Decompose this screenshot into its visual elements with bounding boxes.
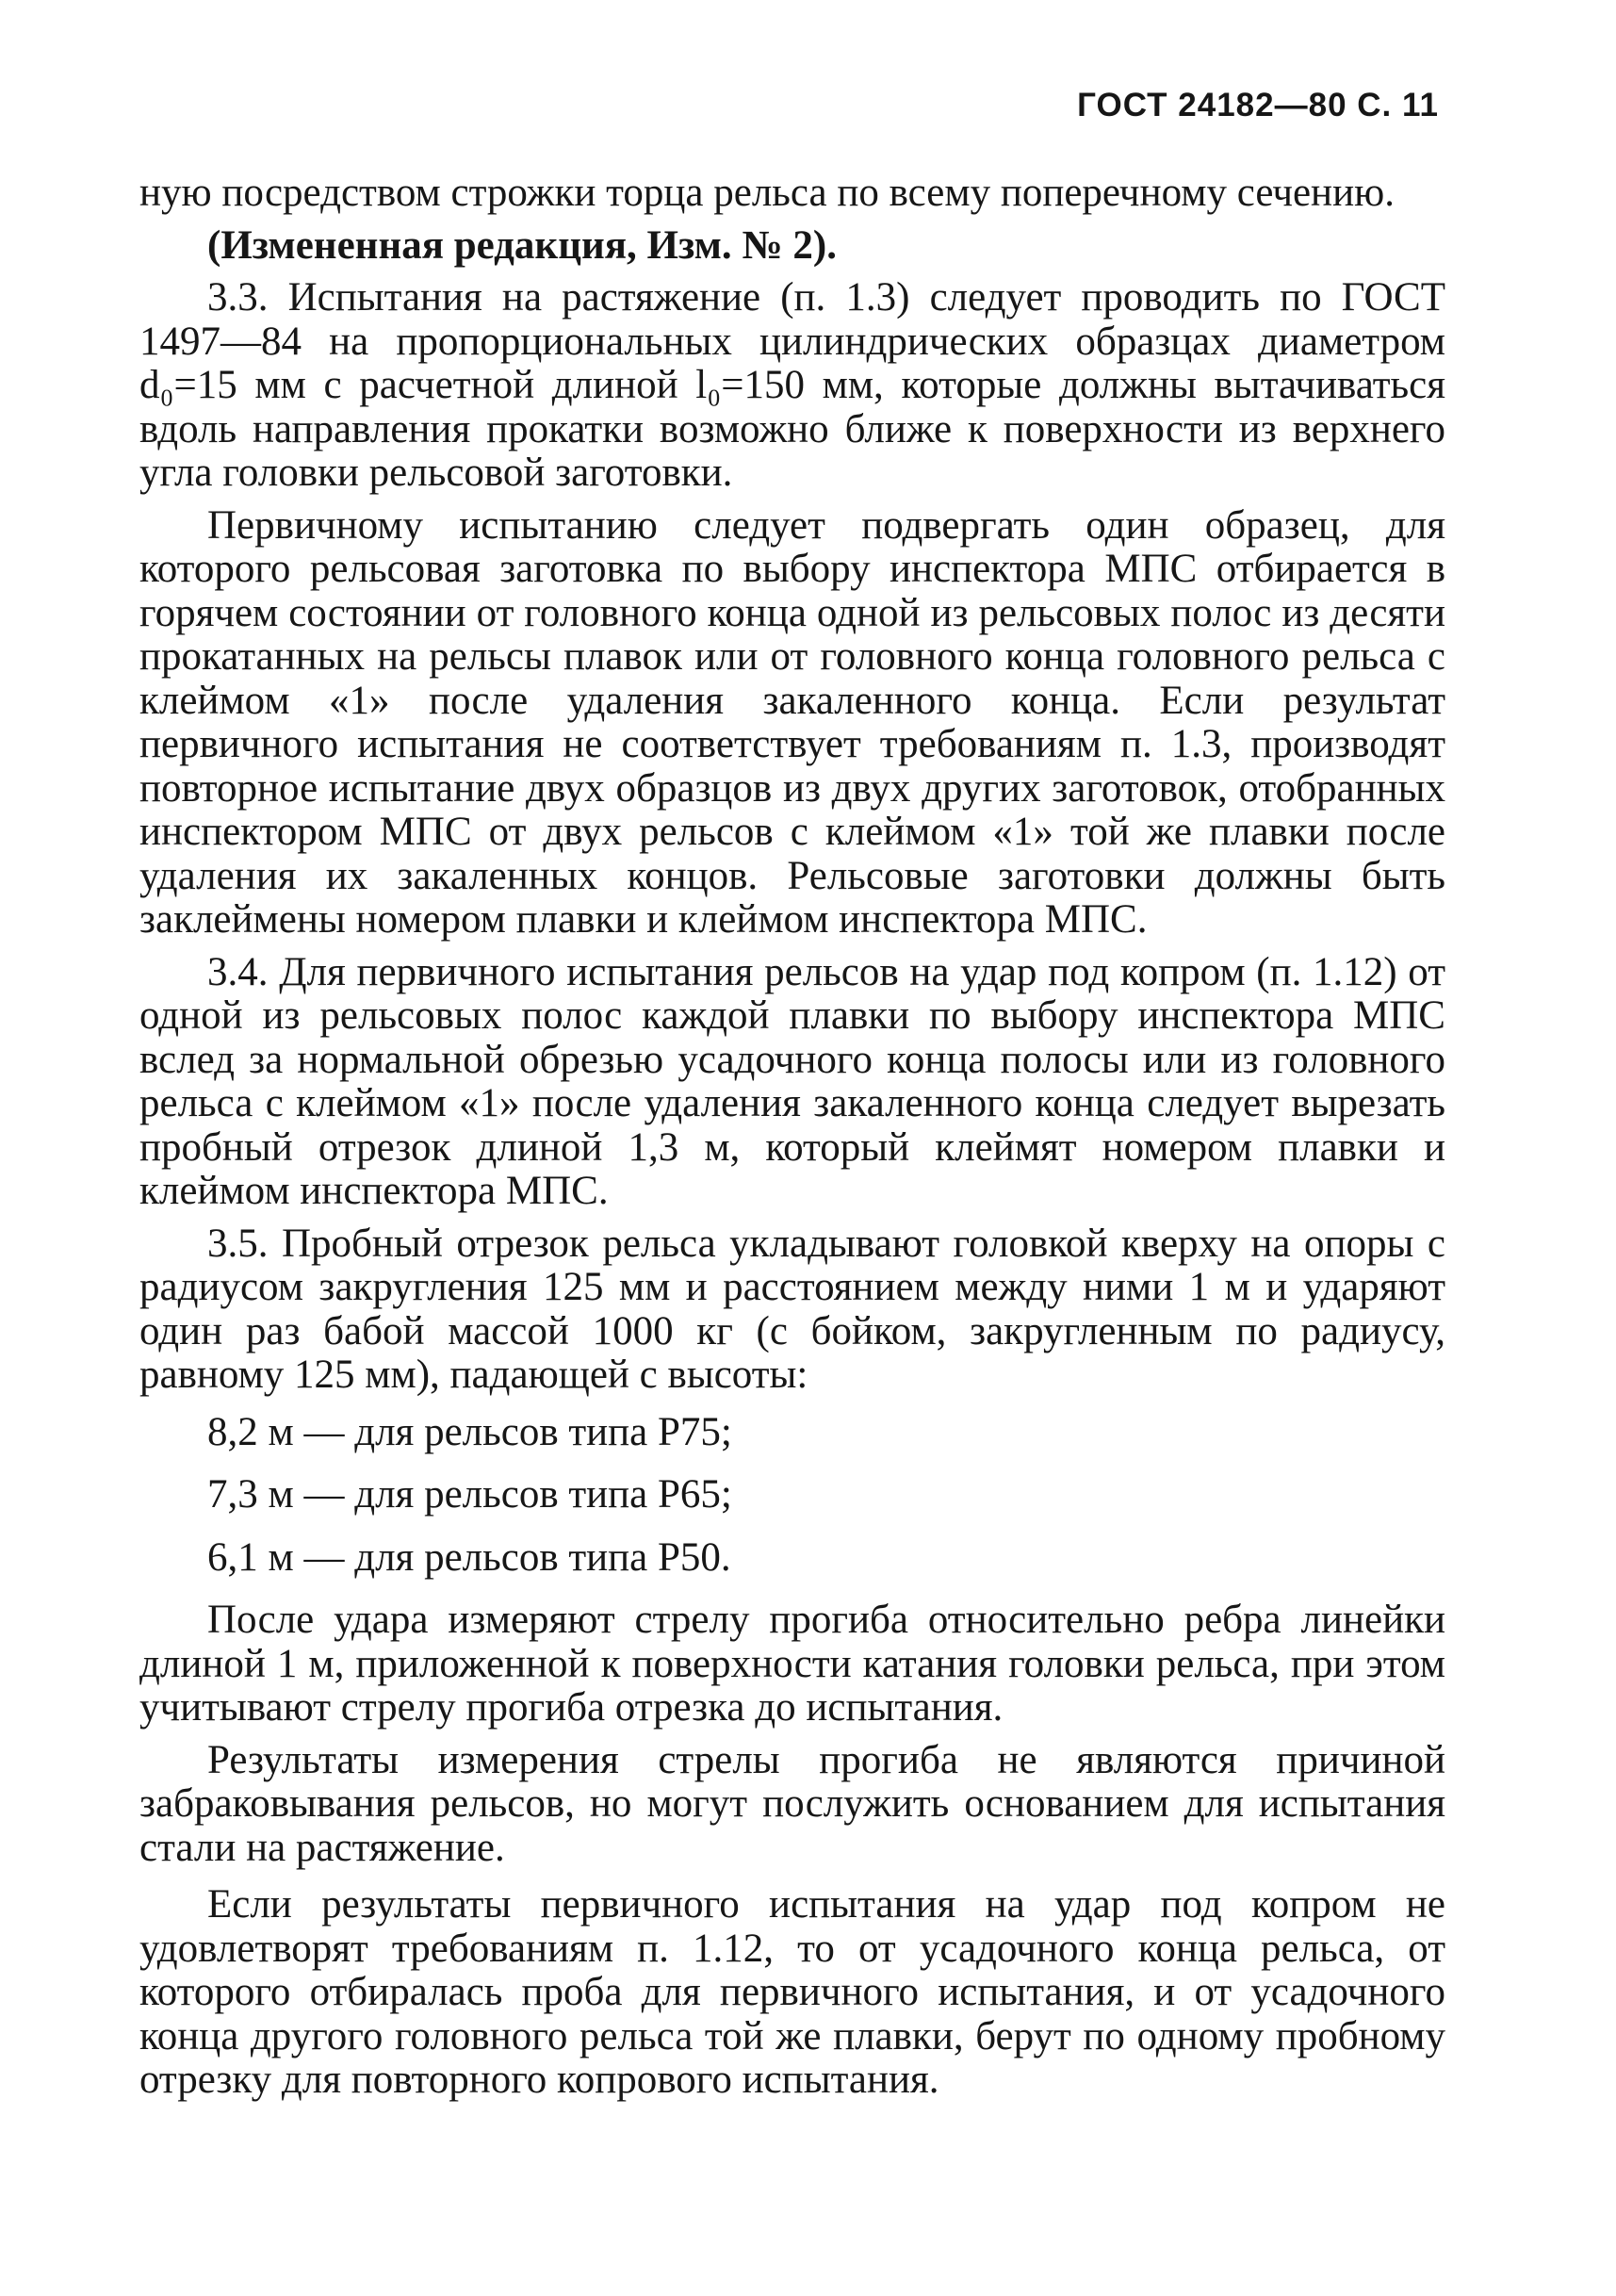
clause-3-3: 3.3. Испытания на растяжение (п. 1.3) следует проводить по ГОСТ 1497—84 на пропорциональных цилиндрических образцах диаметром d₀=15 мм с расчетной длиной l₀=150 мм, которые должны вытачиваться вдоль направления прокатки возможно ближе к поверхности из верхнего угла головки рельсовой заготовки.: [139, 275, 1445, 495]
drop-height-r75: 8,2 м — для рельсов типа Р75;: [207, 1409, 732, 1454]
deflection-measurement: После удара измеряют стрелу прогиба относительно ребра линейки длиной 1 м, приложенной к поверхности катания головки рельса, при этом учитывают стрелу прогиба отрезка до испытания.: [139, 1598, 1445, 1730]
drop-height-r50: 6,1 м — для рельсов типа Р50.: [207, 1534, 731, 1580]
repeat-impact-test: Если результаты первичного испытания на удар под копром не удовлетворят требованиям п. 1.12, то от усадочного конца рельса, от которого отбиралась проба для первичного испытания, и от усадочного конца другого головного рельса той же плавки, берут по одному пробному отрезку для повторного копрового испытания.: [139, 1882, 1445, 2102]
running-title: ГОСТ 24182—80 С. 11: [1077, 87, 1439, 123]
paragraph-continuation: ную посредством строжки торца рельса по всему поперечному сечению.: [139, 171, 1395, 215]
clause-3-4: 3.4. Для первичного испытания рельсов на удар под копром (п. 1.12) от одной из рельсовых полос каждой плавки по выбору инспектора МПС вслед за нормальной обрезью усадочного конца полосы или из головного рельса с клеймом «1» после удаления закаленного конца следует вырезать пробный отрезок длиной 1,3 м, который клеймят номером плавки и клеймом инспектора МПС.: [139, 949, 1445, 1213]
clause-3-3-primary-test: Первичному испытанию следует подвергать один образец, для которого рельсовая заготовка по выбору инспектора МПС отбирается в горячем состоянии от головного конца одной из рельсовых полос из десяти прокатанных на рельсы плавок или от головного конца головного рельса с клеймом «1» после удаления закаленного конца. Если результат первичного испытания не соответствует требованиям п. 1.3, производят повторное испытание двух образцов из двух других заготовок, отобранных инспектором МПС от двух рельсов с клеймом «1» той же плавки после удаления их закаленных концов. Рельсовые заготовки должны быть заклеймены номером плавки и клеймом инспектора МПС.: [139, 502, 1445, 942]
amendment-note: (Измененная редакция, Изм. № 2).: [207, 222, 837, 268]
document-body: [139, 172, 1445, 2111]
deflection-results: Результаты измерения стрелы прогиба не являются причиной забраковывания рельсов, но могут послужить основанием для испытания стали на растяжение.: [139, 1737, 1445, 1870]
drop-height-r65: 7,3 м — для рельсов типа Р65;: [207, 1472, 732, 1517]
clause-3-5: 3.5. Пробный отрезок рельса укладывают головкой кверху на опоры с радиусом закругления 125 мм и расстоянием между ними 1 м и ударяют один раз бабой массой 1000 кг (с бойком, закругленным по радиусу, равному 125 мм), падающей с высоты:: [139, 1221, 1445, 1397]
